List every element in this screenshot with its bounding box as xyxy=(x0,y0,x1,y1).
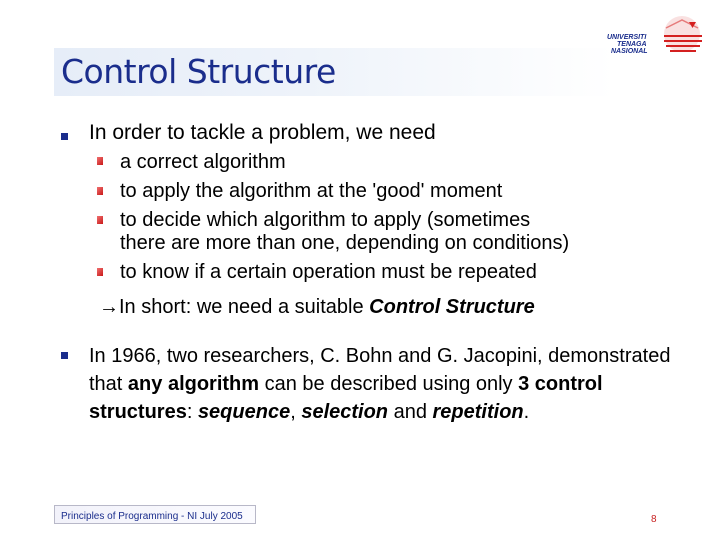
bullet1-text: In order to tackle a problem, we need xyxy=(89,121,436,144)
conclusion-line xyxy=(99,295,535,319)
bullet2-text-3: : xyxy=(186,401,198,423)
sub-bullet-icon xyxy=(97,187,103,195)
slide-title: Control Structure xyxy=(61,52,336,91)
logo-line-2: TENAGA xyxy=(617,41,647,48)
bullet2-text-4: , xyxy=(290,401,302,423)
sub-item-4: to know if a certain operation must be repeated xyxy=(120,261,537,283)
logo-line-3: NASIONAL xyxy=(611,48,648,55)
bullet2-text-1: In 1966, two researchers, C. Bohn and G. Jacopini, demonstrated that xyxy=(89,345,671,395)
bullet2-selection: selection xyxy=(301,401,389,423)
footer-text: Principles of Programming - NI July 2005 xyxy=(61,511,243,522)
page-number: 8 xyxy=(651,514,657,525)
bullet2-sequence: sequence xyxy=(197,401,291,423)
sub-bullet-icon xyxy=(97,216,103,224)
bullet2-bold-2: 3 control structures xyxy=(89,373,603,423)
sub-bullet-icon xyxy=(97,268,103,276)
sub-item-1: a correct algorithm xyxy=(120,151,286,173)
bullet2-repetition: repetition xyxy=(432,401,524,423)
university-logo-icon xyxy=(604,12,708,62)
sub-item-3-continued: there are more than one, depending on conditions) xyxy=(120,232,570,254)
bullet2-text-6: . xyxy=(523,401,530,423)
bullet-square-icon xyxy=(61,133,68,140)
arrow-right-icon: → xyxy=(99,296,119,318)
conclusion-emphasis: Control Structure xyxy=(369,296,535,318)
bullet2-paragraph xyxy=(89,342,689,426)
sub-item-2: to apply the algorithm at the 'good' moment xyxy=(120,180,503,202)
conclusion-prefix: In short: we need a suitable xyxy=(119,296,370,318)
bullet-square-icon xyxy=(61,352,68,359)
sub-item-3: to decide which algorithm to apply (sometimes xyxy=(120,209,531,231)
sub-bullet-icon xyxy=(97,157,103,165)
logo-line-1: UNIVERSITI xyxy=(607,34,647,41)
bullet2-text-2: can be described using only xyxy=(259,373,519,395)
bullet2-bold-1: any algorithm xyxy=(127,373,260,395)
bullet2-text-5: and xyxy=(388,401,433,423)
